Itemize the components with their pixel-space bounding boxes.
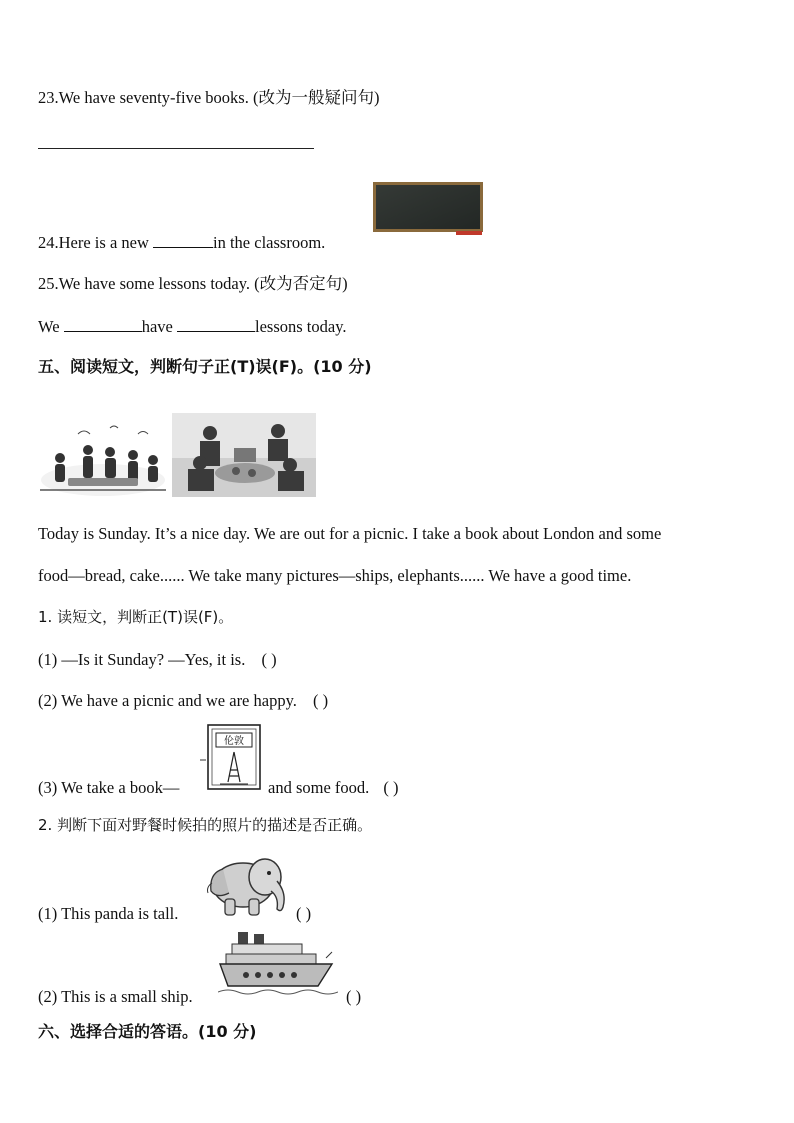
part-1-item-2-text: (2) We have a picnic and we are happy.	[38, 691, 297, 710]
book-title: 伦敦	[224, 736, 244, 747]
part-2-instruction: 2. 判断下面对野餐时候拍的照片的描述是否正确。	[38, 816, 373, 834]
ship-icon	[218, 928, 338, 1002]
answer-line-23[interactable]	[38, 148, 314, 149]
picnic-group-icon	[38, 420, 168, 502]
q25-word-rest: lessons today.	[254, 317, 347, 336]
q25-blank-1[interactable]	[64, 316, 142, 332]
part-2-item-2-text: (2) This is a small ship.	[38, 987, 193, 1006]
part-1-item-2	[38, 691, 328, 711]
part-1-item-1	[38, 650, 277, 670]
q25-blank-2[interactable]	[177, 316, 255, 332]
part-1-item-3	[38, 778, 179, 798]
question-24	[38, 232, 325, 253]
blackboard-icon	[372, 181, 486, 237]
part-2-item-1-paren-wrap	[296, 904, 311, 924]
q24-blank[interactable]	[153, 232, 213, 248]
q25-word-have: have	[141, 317, 173, 336]
answer-paren-4[interactable]: ( )	[296, 904, 312, 923]
part-1-instruction: 1. 读短文，判断正(T)误(F)。	[38, 608, 234, 626]
part-2-item-2-paren-wrap	[346, 987, 361, 1007]
question-23: 23.We have seventy-five books. (改为一般疑问句)	[38, 88, 380, 107]
q24-prefix: 24.Here is a new	[38, 233, 149, 252]
part-1-item-1-text: (1) —Is it Sunday? —Yes, it is.	[38, 650, 246, 669]
part-1-item-3-tail	[268, 778, 399, 798]
answer-paren-1[interactable]: ( )	[261, 650, 277, 669]
part-1-item-3-before: (3) We take a book—	[38, 778, 180, 797]
part-2-item-1-text: (1) This panda is tall.	[38, 904, 179, 923]
q25-word-we: We	[38, 317, 60, 336]
london-book-icon	[200, 722, 264, 794]
question-25-answer	[38, 316, 347, 337]
passage-line-2: food—bread, cake...... We take many pictures—ships, elephants...... We have a good time.	[38, 566, 632, 585]
picnic-scene-icon	[170, 403, 318, 501]
q24-suffix: in the classroom.	[213, 233, 326, 252]
elephant-icon	[203, 847, 291, 921]
part-2-item-2	[38, 987, 193, 1007]
answer-paren-5[interactable]: ( )	[346, 987, 362, 1006]
question-25: 25.We have some lessons today. (改为否定句)	[38, 274, 348, 293]
section-6-heading: 六、选择合适的答语。(10 分)	[38, 1022, 257, 1041]
answer-paren-3[interactable]: ( )	[383, 778, 399, 797]
section-5-heading: 五、阅读短文，判断句子正(T)误(F)。(10 分)	[38, 357, 372, 376]
part-1-item-3-after: and some food.	[268, 778, 370, 797]
answer-paren-2[interactable]: ( )	[313, 691, 329, 710]
passage-line-1: Today is Sunday. It’s a nice day. We are out for a picnic. I take a book about London and some	[38, 524, 662, 543]
part-2-item-1	[38, 904, 178, 924]
